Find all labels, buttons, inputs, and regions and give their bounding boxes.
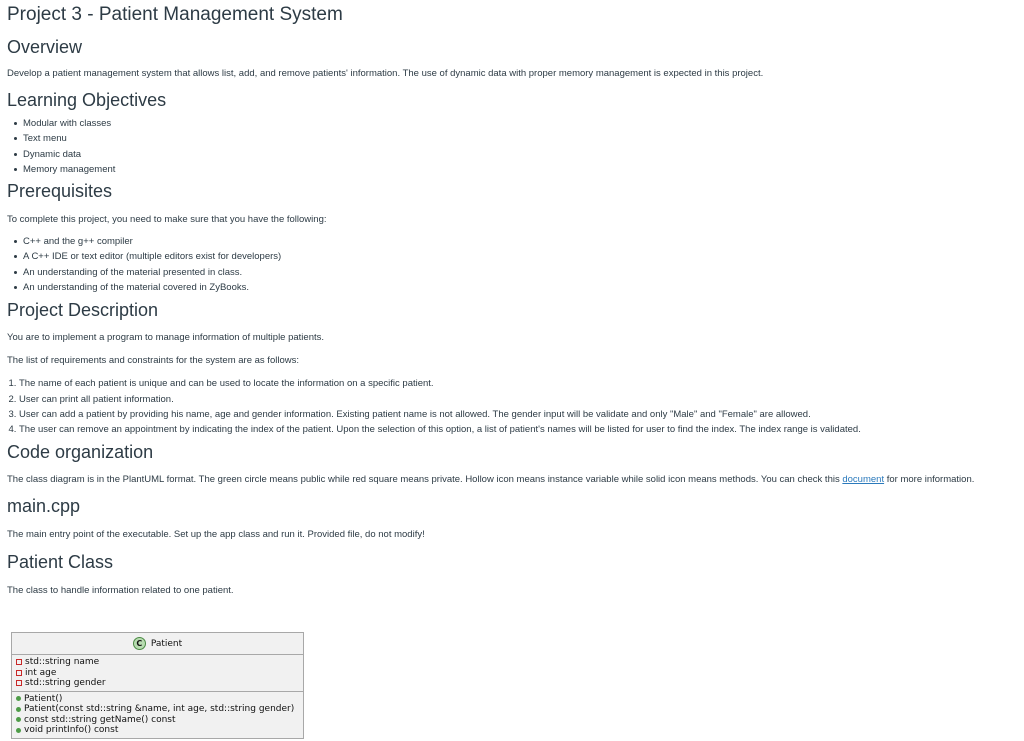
- page-title: Project 3 - Patient Management System: [7, 4, 343, 25]
- requirements-list: [7, 376, 1017, 437]
- objectives-heading: Learning Objectives: [7, 90, 167, 110]
- uml-method: Patient(const std::string &name, int age, std::string gender): [16, 704, 299, 715]
- uml-method: void printInfo() const: [16, 725, 299, 736]
- description-p1: You are to implement a program to manage information of multiple patients.: [7, 332, 325, 344]
- uml-fields: [12, 655, 303, 692]
- uml-field: std::string gender: [16, 678, 299, 689]
- patient-class-heading: Patient Class: [7, 551, 114, 572]
- public-method-icon: [16, 717, 21, 722]
- list-item: 4. The user can remove an appointment by indicating the index of the patient. Upon the selection of this option, a list of patient's names will be listed for user to find the index. The index range is validated.: [19, 422, 1017, 437]
- list-item: 3. User can add a patient by providing his name, age and gender information. Existing patient name is not allowed. The gender input will be validate and only "Male" and "Female" are allowed.: [19, 407, 1017, 422]
- list-item: Text menu: [13, 131, 1017, 146]
- private-field-icon: [16, 680, 22, 686]
- public-method-icon: [16, 707, 21, 712]
- description-heading: Project Description: [7, 300, 159, 321]
- list-item: Dynamic data: [13, 147, 1017, 162]
- code-org-text: The class diagram is in the PlantUML format. The green circle means public while red square means private. Hollow icon means instance variable while solid icon means methods. You can check this document for more information.: [7, 473, 975, 485]
- main-cpp-heading: main.cpp: [7, 495, 81, 516]
- objectives-list: [7, 116, 1017, 177]
- public-method-icon: [16, 728, 21, 733]
- list-item: Modular with classes: [13, 116, 1017, 131]
- overview-heading: Overview: [7, 37, 83, 57]
- uml-class-name: Patient: [150, 638, 183, 649]
- uml-class-header: [12, 633, 303, 655]
- prerequisites-intro: To complete this project, you need to make sure that you have the following:: [7, 214, 327, 226]
- public-method-icon: [16, 696, 21, 701]
- list-item: Memory management: [13, 162, 1017, 177]
- private-field-icon: [16, 670, 22, 676]
- uml-field: std::string name: [16, 657, 299, 668]
- main-cpp-text: The main entry point of the executable. Set up the app class and run it. Provided file, do not modify!: [7, 528, 425, 540]
- code-org-heading: Code organization: [7, 441, 154, 462]
- overview-text: Develop a patient management system that allows list, add, and remove patients' information. The use of dynamic data with proper memory management is expected in this project.: [7, 68, 764, 79]
- list-item: C++ and the g++ compiler: [13, 234, 1017, 249]
- uml-method: Patient(): [16, 694, 299, 705]
- description-p2: The list of requirements and constraints for the system are as follows:: [7, 355, 299, 367]
- list-item: A C++ IDE or text editor (multiple editors exist for developers): [13, 249, 1017, 264]
- uml-field: int age: [16, 668, 299, 679]
- list-item: 2. User can print all patient information.: [19, 392, 1017, 407]
- list-item: An understanding of the material presented in class.: [13, 265, 1017, 280]
- uml-methods: [12, 692, 303, 738]
- prerequisites-list: [7, 234, 1017, 295]
- document-link[interactable]: document: [842, 473, 885, 485]
- prerequisites-heading: Prerequisites: [7, 181, 113, 202]
- list-item: An understanding of the material covered in ZyBooks.: [13, 280, 1017, 295]
- patient-class-diagram: [11, 632, 304, 739]
- uml-method: const std::string getName() const: [16, 715, 299, 726]
- class-c-icon: C: [133, 637, 146, 650]
- list-item: 1. The name of each patient is unique and can be used to locate the information on a specific patient.: [19, 376, 1017, 391]
- private-field-icon: [16, 659, 22, 665]
- patient-class-text: The class to handle information related to one patient.: [7, 584, 234, 596]
